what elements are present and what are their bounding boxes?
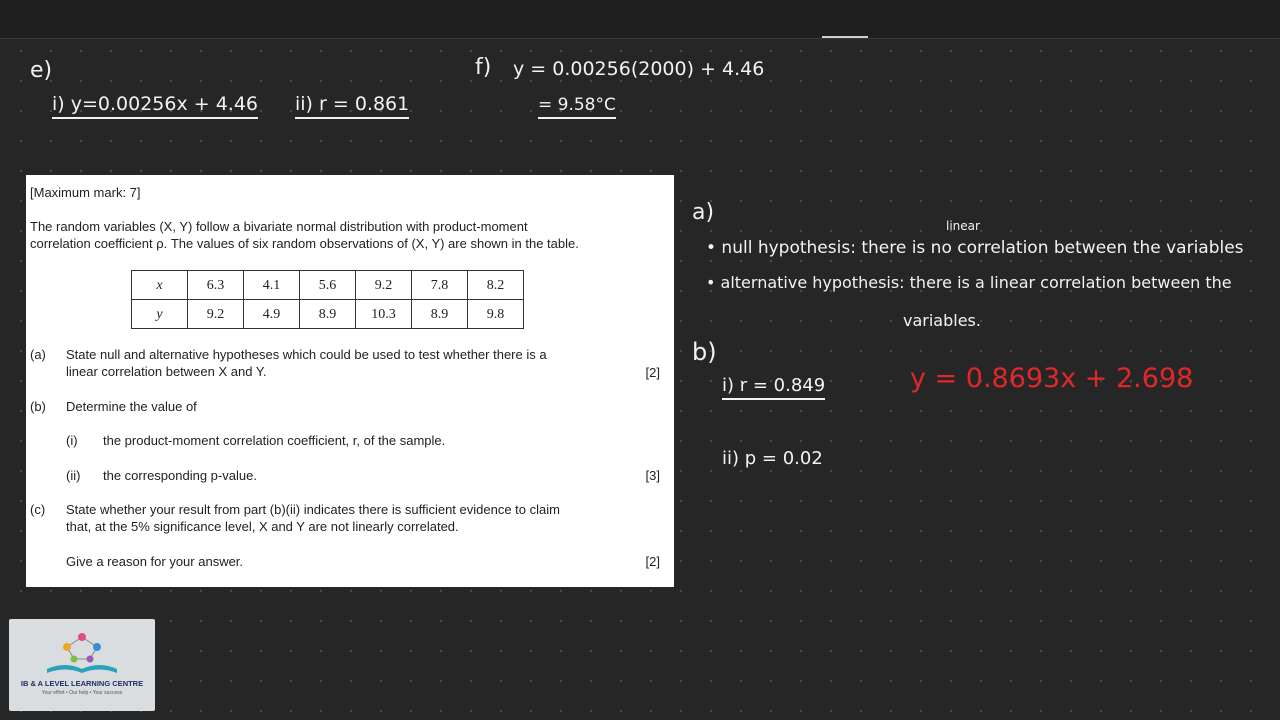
note-b-i [722, 375, 825, 396]
centre-logo [9, 619, 155, 711]
note-e-ii [295, 93, 409, 115]
note-alt-hypothesis-1: • alternative hypothesis: there is a linear correlation between the [706, 273, 1232, 292]
table-cell: 5.6 [300, 271, 356, 300]
table-cell: 10.3 [356, 300, 412, 329]
part-a-line-1: State null and alternative hypotheses which could be used to test whether there is a [66, 347, 547, 362]
table-cell: 4.9 [244, 300, 300, 329]
table-header-x: x [132, 271, 188, 300]
part-c-line-2: that, at the 5% significance level, X and Y are not linearly correlated. [66, 519, 459, 534]
table-cell: 8.9 [300, 300, 356, 329]
note-f-line2-text: = 9.58°C [538, 95, 616, 119]
note-b-i-text: i) r = 0.849 [722, 375, 825, 400]
note-a-label: a) [692, 200, 715, 225]
part-b-mark: [3] [645, 468, 660, 483]
note-b-ii: ii) p = 0.02 [722, 448, 823, 469]
book-network-icon [9, 619, 155, 679]
note-alt-hypothesis-2: variables. [903, 311, 981, 330]
question-card [26, 175, 674, 587]
table-cell: 9.2 [188, 300, 244, 329]
scroll-indicator [822, 36, 868, 38]
intro-line-1: The random variables (X, Y) follow a bivariate normal distribution with product-moment [30, 219, 528, 234]
table-cell: 9.2 [356, 271, 412, 300]
top-toolbar [0, 0, 1280, 39]
part-c-line-3: Give a reason for your answer. [66, 554, 244, 569]
table-cell: 9.8 [468, 300, 524, 329]
table-cell: 8.2 [468, 271, 524, 300]
part-b-ii-text: the corresponding p-value. [103, 468, 257, 483]
note-b-label: b) [692, 338, 717, 366]
part-a-label: (a) [30, 347, 46, 362]
note-regression-equation: y = 0.8693x + 2.698 [910, 363, 1194, 394]
part-b-label: (b) [30, 399, 46, 414]
note-e-label: e) [30, 58, 53, 83]
part-b-text: Determine the value of [66, 399, 197, 414]
table-cell: 7.8 [412, 271, 468, 300]
table-row-y [132, 300, 524, 329]
part-c-label: (c) [30, 502, 46, 517]
note-insert-word: linear [946, 219, 980, 233]
table-row-x [132, 271, 524, 300]
part-b-ii-label: (ii) [66, 468, 81, 483]
note-f-label: f) [475, 55, 492, 80]
table-cell: 4.1 [244, 271, 300, 300]
part-c-line-1: State whether your result from part (b)(ii) indicates there is sufficient evidence to claim [66, 502, 560, 517]
note-e-i-text: i) y=0.00256x + 4.46 [52, 93, 258, 119]
note-null-hypothesis: • null hypothesis: there is no correlation between the variables [706, 238, 1244, 258]
data-table [131, 270, 524, 329]
part-b-i-text: the product-moment correlation coefficient, r, of the sample. [103, 433, 446, 448]
note-f-line2 [538, 95, 616, 115]
part-c-mark: [2] [645, 554, 660, 569]
logo-title: IB & A LEVEL LEARNING CENTRE [20, 679, 144, 688]
table-header-y: y [132, 300, 188, 329]
table-cell: 8.9 [412, 300, 468, 329]
note-e-ii-text: ii) r = 0.861 [295, 93, 409, 119]
part-a-mark: [2] [645, 365, 660, 380]
intro-line-2: correlation coefficient ρ. The values of six random observations of (X, Y) are shown in the table. [30, 236, 579, 251]
note-f-line1: y = 0.00256(2000) + 4.46 [513, 58, 765, 80]
part-a-line-2: linear correlation between X and Y. [66, 364, 267, 379]
max-mark: [Maximum mark: 7] [30, 185, 141, 200]
table-cell: 6.3 [188, 271, 244, 300]
logo-tagline: Your effort • Our help • Your success [41, 690, 123, 696]
note-e-i [52, 93, 258, 115]
part-b-i-label: (i) [66, 433, 78, 448]
